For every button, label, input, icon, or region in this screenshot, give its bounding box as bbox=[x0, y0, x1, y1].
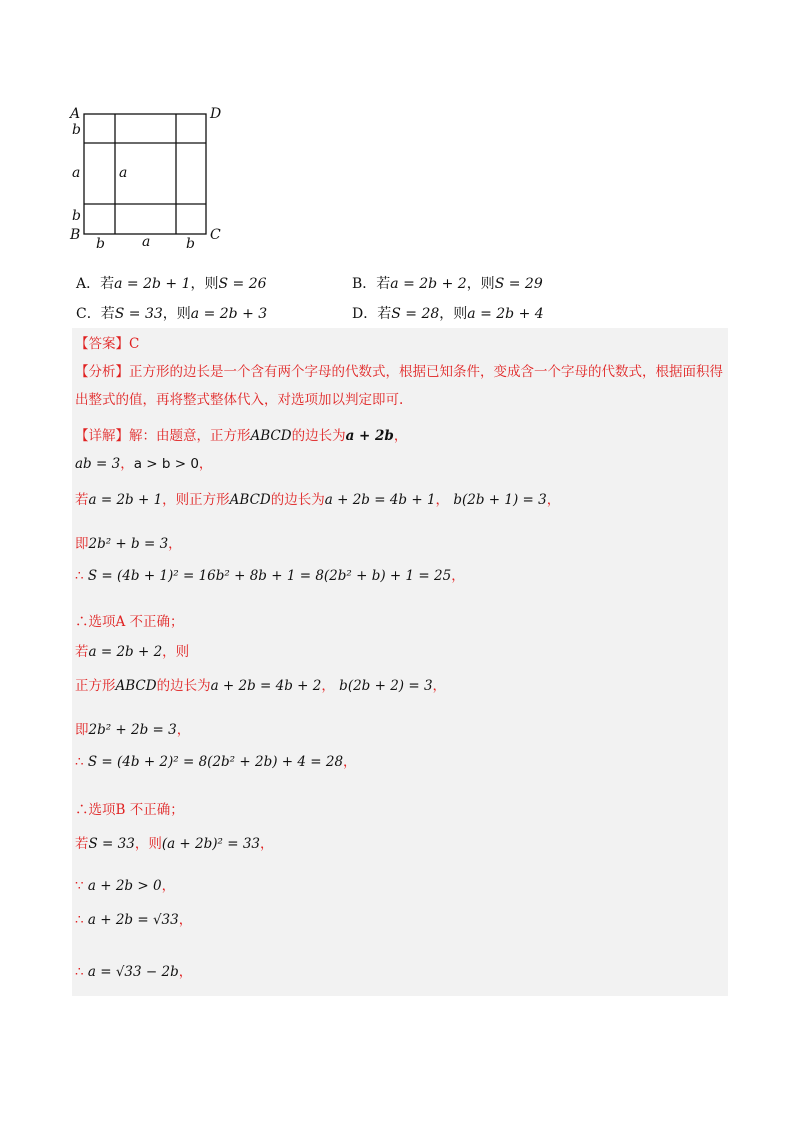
option-d[interactable]: D．若S = 28，则a = 2b + 4 bbox=[352, 306, 544, 322]
solution-line-4: 即2b² + b = 3， bbox=[75, 536, 182, 552]
left-label-top: b bbox=[72, 122, 81, 138]
solution-line-13: ∵ a + 2b > 0， bbox=[75, 878, 176, 894]
detail-line: 【详解】解：由题意，正方形ABCD的边长为a + 2b， bbox=[75, 428, 408, 444]
square-diagram bbox=[60, 98, 240, 258]
solution-line-10: ∴ S = (4b + 2)² = 8(2b² + 2b) + 4 = 28， bbox=[75, 754, 357, 770]
solution-line-6: ∴选项A 不正确； bbox=[75, 614, 184, 630]
inner-label: a bbox=[119, 165, 128, 181]
answer-line: 【答案】C bbox=[75, 336, 140, 352]
solution-line-11: ∴选项B 不正确； bbox=[75, 802, 184, 818]
solution-line-12: 若S = 33，则(a + 2b)² = 33， bbox=[75, 836, 274, 852]
solution-line-2: ab = 3，a > b > 0， bbox=[75, 456, 213, 472]
solution-panel bbox=[72, 328, 728, 996]
left-label-bottom: b bbox=[72, 208, 81, 224]
corner-a-label: A bbox=[70, 106, 81, 122]
solution-line-9: 即2b² + 2b = 3， bbox=[75, 722, 191, 738]
solution-line-14: ∴ a + 2b = √33， bbox=[75, 912, 193, 928]
corner-b-label: B bbox=[70, 227, 81, 243]
analysis-paragraph: 【分析】正方形的边长是一个含有两个字母的代数式，根据已知条件，变成含一个字母的代数式，根据面积得出整式的值，再将整式整体代入，对选项加以判定即可. bbox=[75, 364, 723, 408]
option-b[interactable]: B．若a = 2b + 2，则S = 29 bbox=[352, 276, 543, 292]
left-label-middle: a bbox=[72, 165, 81, 181]
bottom-label-right: b bbox=[186, 236, 195, 252]
solution-line-5: ∴ S = (4b + 1)² = 16b² + 8b + 1 = 8(2b² + b) + 1 = 25， bbox=[75, 568, 465, 584]
bottom-label-middle: a bbox=[142, 234, 151, 250]
square-figure bbox=[60, 98, 240, 258]
solution-line-7: 若a = 2b + 2，则 bbox=[75, 644, 190, 660]
bottom-label-left: b bbox=[96, 236, 105, 252]
solution-line-3: 若a = 2b + 1，则正方形ABCD的边长为a + 2b = 4b + 1， b(2b + 1) = 3， bbox=[75, 492, 561, 508]
solution-line-8: 正方形ABCD的边长为a + 2b = 4b + 2， b(2b + 2) = 3， bbox=[75, 678, 447, 694]
corner-c-label: C bbox=[210, 227, 221, 243]
option-a[interactable]: A．若a = 2b + 1，则S = 26 bbox=[76, 276, 267, 292]
outer-square bbox=[84, 114, 206, 234]
corner-d-label: D bbox=[210, 106, 222, 122]
solution-line-15: ∴ a = √33 − 2b， bbox=[75, 964, 193, 980]
option-c[interactable]: C．若S = 33，则a = 2b + 3 bbox=[76, 306, 268, 322]
